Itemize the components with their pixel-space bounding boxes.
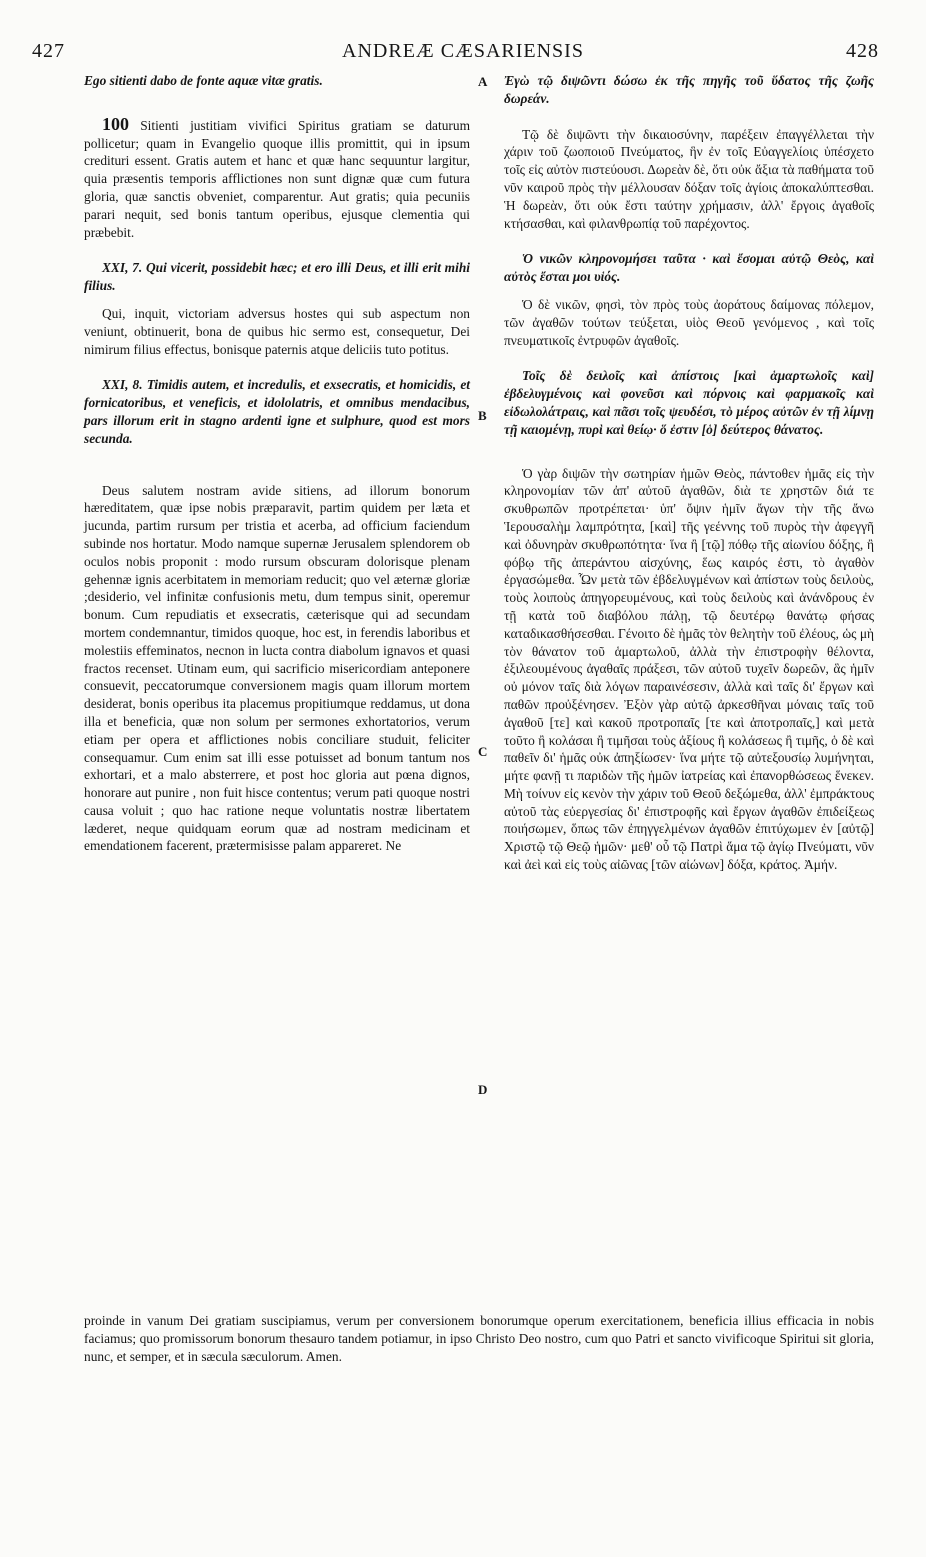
margin-marker-b: B: [478, 408, 487, 423]
latin-verse-7: XXI, 7. Qui vicerit, possidebit hæc; et ero illi Deus, et illi erit mihi filius.: [84, 260, 470, 294]
greek-column: [504, 72, 874, 874]
greek-verse-8: Τοῖς δὲ δειλοῖς καὶ ἀπίστοις [καὶ ἁμαρτωλοῖς καὶ] ἐβδελυγμένοις καὶ φονεῦσι καὶ πόρνοις καὶ φαρμακοῖς καὶ εἰδωλολάτραις, καὶ πᾶσι τοῖς ψευδέσι, τὸ μέρος αὐτῶν ἐν τῇ λίμνῃ τῇ καιομένῃ, πυρὶ καὶ θείῳ· ὅ ἐστιν [ὁ] δεύτερος θάνατος.: [504, 368, 874, 437]
margin-marker-c: C: [478, 744, 488, 759]
latin-column: [84, 72, 470, 855]
margin-marker-a: A: [478, 74, 488, 89]
section-number: 100: [102, 113, 129, 134]
running-title: ANDREÆ CÆSARIENSIS: [342, 40, 584, 62]
page-number-left: 427: [32, 40, 65, 62]
greek-commentary-1: Τῷ δὲ διψῶντι τὴν δικαιοσύνην, παρέξειν ἐπαγγέλλεται τὴν χάριν τοῦ ζωοποιοῦ Πνεύματος, ἣν ἐν τοῖς Εὐαγγελίοις ὑπέσχετο τοῖς εἰς αὐτὸν πιστεύουσι. Δωρεὰν δὲ, ὅτι οὐκ ἄξια τὰ παθήματα τοῦ νῦν καιροῦ πρὸς τὴν μέλλουσαν δόξαν τοῖς ἁγίοις ἀποκαλύπτεσθαι. Ἡ δωρεὰν, ὅτι οὐκ ἔστι ταύτην χρήμασιν, ἀλλ' ἔργοις ἀγαθοῖς κτήσασθαι, καὶ φιλανθρωπίᾳ τοῦ παρέχοντος.: [504, 126, 874, 231]
latin-conclusion: proinde in vanum Dei gratiam suscipiamus, verum per conversionem bonorumque operum exercitationem, beneficia illius efficacia in nobis faciamus; quo promissorum bonorum thesauro tandem potiamur, in ipso Christo Deo nostro, cum quo Patri et sancto vivificoque Spiritui sit gloria, nunc, et semper, et in sæcula sæculorum. Amen.: [84, 1313, 874, 1364]
greek-verse-intro: Ἐγὼ τῷ διψῶντι δώσω ἐκ τῆς πηγῆς τοῦ ὕδατος τῆς ζωῆς δωρεάν.: [504, 73, 874, 106]
margin-marker-d: D: [478, 1082, 488, 1097]
page-number-right: 428: [846, 40, 879, 62]
latin-verse-8: XXI, 8. Timidis autem, et incredulis, et exsecratis, et homicidis, et fornicatoribus, et veneficis, et idololatris, et omnibus mendacibus, pars illorum erit in stagno ardenti igne et sulphure, quod est mors secunda.: [84, 377, 470, 446]
latin-commentary-3: Deus salutem nostram avide sitiens, ad illorum bonorum hæreditatem, quæ ipse nobis præparavit, partim quidem per læta et jucunda, partim rursum per tristia et acerba, ad officium faciendum subinde nos hortatur. Modo namque supernæ Jerusalem splendorem ob oculos nobis proponit : modo rursum obscuram dolorisque plenam gehennæ ignis acerbitatem in memoriam reducit; quo vel æternæ gloriæ ;desiderio, vel infinitæ confusionis metu, dum tempus sinit, operemur bonum. Cum repudiatis et exsecratis, cæterisque qui ad secundam mortem condemnantur, timidos quoque, hoc est, in ferendis laboribus et molestiis effeminatos, necnon in lucta contra diabolum ignavos et quasi fractos recenset. Utinam eum, qui sacrificio misericordiam anteponere consuevit, peccatorumque conversionem magis quam illorum mortem desiderat, bonis operibus ita placemus propitiumque reddamus, ut dona illa et beneficia, quæ non solum per sermones exhortatorios, verum etiam per opera et afflictiones nobis conciliare studuit, feliciter consequamur. Cum enim sat illi esse potuisset ad bonum tantum nos exhortari, et a malo absterrere, et post hoc gloria aut pœna dignos, honorare aut punire , non fuit hisce contentus; verum pati quoque nostri causa voluit ; quo hac ratione neque voluntatis nostræ libertatem læderet, neque quidquam eorum quæ ad nostram medicinam et emendationem facerent, prætermisisse palam appareret. Ne: [84, 482, 470, 854]
greek-commentary-2: Ὁ δὲ νικῶν, φησὶ, τὸν πρὸς τοὺς ἀοράτους δαίμονας πόλεμον, τῶν ἀγαθῶν τούτων τεύξεται, υἱὸς Θεοῦ γενόμενος , καὶ τοῖς πνευματικοῖς ἐντρυφῶν ἀγαθοῖς.: [504, 296, 874, 348]
greek-verse-7: Ὁ νικῶν κληρονομήσει ταῦτα · καὶ ἔσομαι αὐτῷ Θεὸς, καὶ αὐτὸς ἔσται μοι υἱός.: [504, 251, 874, 285]
latin-commentary-2: Qui, inquit, victoriam adversus hostes qui sub aspectum non veniunt, obtinuerit, bona de quibus hic sermo est, consequetur, Dei nimirum filius effectus, bonisque paternis atque deliciis tuto potitus.: [84, 305, 470, 357]
latin-commentary-1: 100 Sitienti justitiam vivifici Spiritus gratiam se daturum pollicetur; quam in Evangelio quoque illis promittit, qui in ipsum credituri essent. Gratis autem et hanc et quæ hanc sequuntur largitur, quia præsentis temporis afflictiones non sunt dignæ quæ cum futura gloria, quæ sanctis obveniet, comparentur. Aut gratis; quia pecuniis parari nequit, sed bonis tantum operibus, ejusque clementia qui præbebit.: [84, 113, 470, 240]
greek-commentary-3: Ὁ γὰρ διψῶν τὴν σωτηρίαν ἡμῶν Θεὸς, πάντοθεν ἡμᾶς εἰς τὴν κληρονομίαν τῶν ἀπ' αὐτοῦ ἀγαθῶν, διὰ τε χρηστῶν διά τε σκυθρωπῶν προτρέπεται· ὑπ' ὄψιν ἡμῖν ἄγων τὴν τῆς ἄνω Ἱερουσαλὴμ λαμπρότητα, [καὶ] τῆς γεέννης τοῦ πυρὸς τὴν ἀφεγγῆ καὶ ὀδυνηρὰν σκυθρωπότητα· ἵνα ἢ [τῷ] πόθῳ τῆς αἰωνίου δόξης, ἢ φόβῳ τῆς ἀπεράντου αἰσχύνης, ἕως καιρός ἐστι, τὸ ἀγαθὸν ἐργασώμεθα. Ὧν μετὰ τῶν ἐβδελυγμένων καὶ ἀπίστων τοὺς δειλοὺς, τοὺς λοιποὺς ἀπηγορευμένους, καὶ τοὺς δειλοὺς καὶ ἀνάνδρους ἐν τῇ κατὰ τοῦ διαβόλου πάλῃ, τῷ δευτέρῳ θανάτῳ φήσας καταδικασθήσεσθαι. Γένοιτο δὲ ἡμᾶς τὸν θελητὴν τοῦ ἐλέους, ὡς μὴ τὸν θάνατον τοῦ ἁμαρτωλοῦ, ἀλλὰ τὴν ἐπιστροφὴν θέλοντα, ἐξιλεουμένους ἀγαθαῖς πράξεσι, τῶν αὐτοῦ τυχεῖν δωρεῶν, ἃς ἡμῖν οὐ μόνον ταῖς διὰ λόγων παραινέσεσιν, ἀλλὰ καὶ ταῖς δι' ἔργων καὶ παθῶν προὐξένησεν. Ἐξὸν γὰρ αὐτῷ ἀρκεσθῆναι μόναις ταῖς τοῦ ἀγαθοῦ [τε] καὶ κακοῦ προτροπαῖς [τε καὶ ἀποτροπαῖς,] καὶ μετὰ τοῦτο ἢ κολάσαι ἢ τιμῆσαι τοὺς ἀξίους ἢ κολάσεως ἢ τιμῆς, ὁ δὲ καὶ παθεῖν δι' ἡμᾶς οὐκ ἀπηξίωσεν· ἵνα μήτε τῷ αὐτεξουσίῳ λυμήνηται, μήτε φανῇ τι παριδὼν τῆς ἡμῶν ἰατρείας καὶ ἐπανορθώσεως ἕνεκεν. Μὴ τοίνυν εἰς κενὸν τὴν χάριν τοῦ Θεοῦ δεξώμεθα, ἀλλ' ἐμπράκτους αὐτοῦ τὰς εὐεργεσίας δι' ἐπιστροφῆς καὶ ἔργων ἀγαθῶν ἐπιδείξεως ποιήσωμεν, ὅπως τῶν ἐπηγγελμένων ἀγαθῶν ἐπιτύχωμεν ἐν [αὐτῷ] Χριστῷ τῷ Θεῷ ἡμῶν· μεθ' οὗ τῷ Πατρὶ ἅμα τῷ ἁγίῳ Πνεύματι, νῦν καὶ ἀεὶ καὶ εἰς τοὺς αἰῶνας [τῶν αἰώνων] δόξα, κράτος. Ἀμήν.: [504, 465, 875, 873]
latin-verse-intro: Ego sitienti dabo de fonte aquæ vitæ gratis.: [84, 73, 323, 88]
